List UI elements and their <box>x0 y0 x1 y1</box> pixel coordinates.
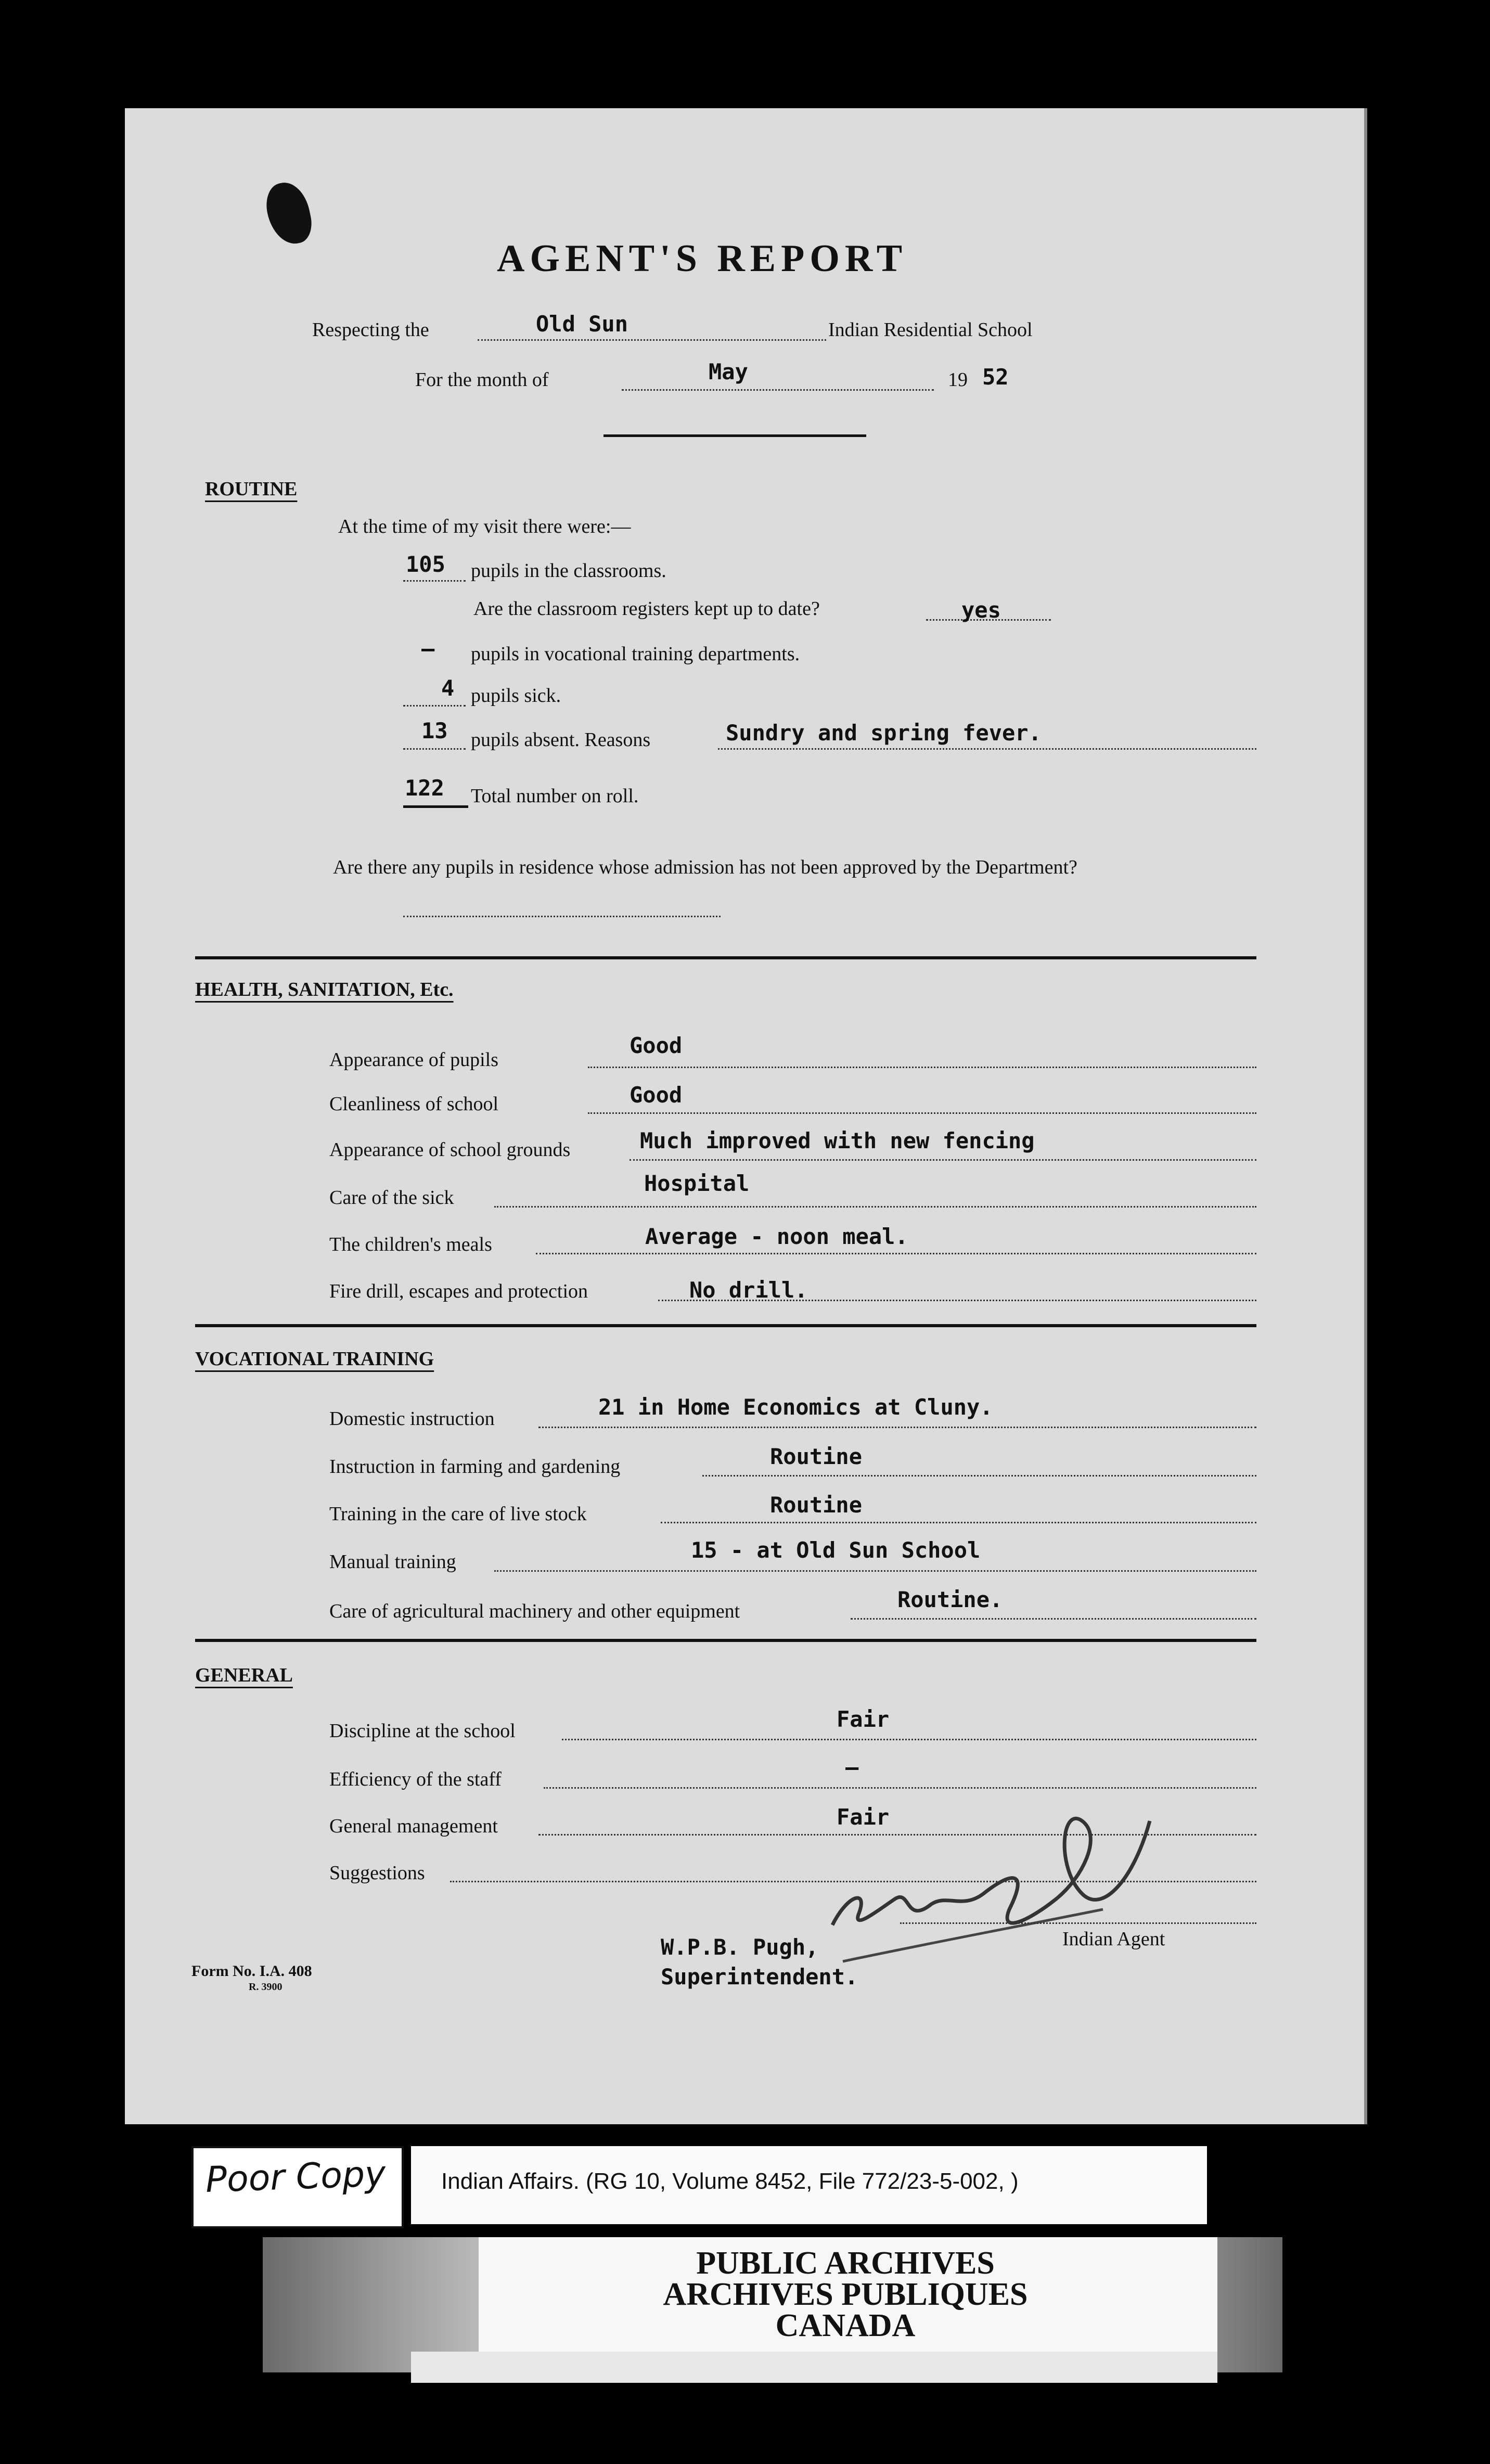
school-suffix: Indian Residential School <box>828 319 1033 341</box>
respecting-label: Respecting the <box>312 319 429 341</box>
health-label: Cleanliness of school <box>329 1093 499 1115</box>
vocational-row-value: 21 in Home Economics at Cluny. <box>598 1394 993 1420</box>
admission-question: Are there any pupils in residence whose admission has not been approved by the Department? <box>333 856 1077 878</box>
report-month: May <box>709 359 748 384</box>
general-row-label: Discipline at the school <box>329 1720 516 1742</box>
report-title: AGENT'S REPORT <box>497 237 908 280</box>
vocational-label: pupils in vocational training departments. <box>471 643 800 665</box>
vocational-count: — <box>421 636 435 661</box>
registers-question: Are the classroom registers kept up to date? <box>473 598 820 620</box>
vocational-row-value: Routine <box>770 1492 863 1518</box>
health-value: Good <box>630 1082 683 1108</box>
vocational-row-label: Domestic instruction <box>329 1408 495 1430</box>
absent-count: 13 <box>421 718 448 743</box>
general-row-label: Suggestions <box>329 1862 425 1884</box>
health-heading: HEALTH, SANITATION, Etc. <box>195 979 454 1000</box>
stamp-line-3: CANADA <box>775 2308 916 2343</box>
typed-title: Superintendent. <box>661 1964 858 1990</box>
stamp-line-1: PUBLIC ARCHIVES <box>696 2245 995 2281</box>
handwritten-signature <box>812 1790 1176 1982</box>
sick-label: pupils sick. <box>471 685 561 707</box>
vocational-row-value: Routine <box>770 1444 863 1469</box>
archive-citation: Indian Affairs. (RG 10, Volume 8452, File 772/23-5-002, ) <box>441 2168 1019 2194</box>
routine-heading: ROUTINE <box>205 478 298 500</box>
report-sheet <box>125 108 1367 2124</box>
school-name: Old Sun <box>536 311 628 337</box>
year-prefix: 19 <box>948 369 968 391</box>
general-row-value: Fair <box>837 1804 890 1830</box>
typed-name: W.P.B. Pugh, <box>661 1934 819 1960</box>
health-value: No drill. <box>689 1277 808 1303</box>
routine-intro: At the time of my visit there were:— <box>338 516 631 537</box>
vocational-heading: VOCATIONAL TRAINING <box>195 1348 434 1370</box>
form-code: R. 3900 <box>249 1981 282 1993</box>
bottom-strip <box>411 2352 1217 2383</box>
general-row-value: Fair <box>837 1706 890 1732</box>
general-heading: GENERAL <box>195 1664 293 1686</box>
sick-count: 4 <box>441 675 455 701</box>
general-row-label: Efficiency of the staff <box>329 1768 502 1790</box>
general-row-label: General management <box>329 1815 498 1837</box>
health-value: Good <box>630 1033 683 1058</box>
vocational-row-label: Manual training <box>329 1551 456 1573</box>
total-count: 122 <box>405 775 444 801</box>
health-value: Hospital <box>644 1171 750 1196</box>
health-label: Appearance of pupils <box>329 1049 498 1071</box>
vocational-row-label: Instruction in farming and gardening <box>329 1456 621 1478</box>
absent-label: pupils absent. Reasons <box>471 729 651 751</box>
vocational-row-label: Training in the care of live stock <box>329 1503 587 1525</box>
total-label: Total number on roll. <box>471 785 639 807</box>
classroom-label: pupils in the classrooms. <box>471 560 666 582</box>
classroom-count: 105 <box>406 551 445 577</box>
health-label: The children's meals <box>329 1234 492 1255</box>
poor-copy-note: Poor Copy <box>204 2153 387 2201</box>
health-value: Much improved with new fencing <box>640 1128 1035 1153</box>
vocational-row-value: 15 - at Old Sun School <box>691 1537 981 1563</box>
health-label: Appearance of school grounds <box>329 1139 571 1161</box>
absent-reason: Sundry and spring fever. <box>726 720 1042 746</box>
month-label: For the month of <box>415 369 549 391</box>
stamp-line-2: ARCHIVES PUBLIQUES <box>663 2277 1028 2312</box>
general-row-value: — <box>845 1754 859 1780</box>
health-label: Care of the sick <box>329 1187 454 1209</box>
agent-title: Indian Agent <box>1062 1928 1165 1950</box>
registers-answer: yes <box>961 597 1001 623</box>
report-year: 52 <box>982 364 1009 390</box>
vocational-row-label: Care of agricultural machinery and other equipment <box>329 1600 740 1622</box>
health-value: Average - noon meal. <box>645 1224 908 1249</box>
vocational-row-value: Routine. <box>897 1587 1003 1612</box>
form-number: Form No. I.A. 408 <box>191 1962 312 1980</box>
health-label: Fire drill, escapes and protection <box>329 1280 588 1302</box>
